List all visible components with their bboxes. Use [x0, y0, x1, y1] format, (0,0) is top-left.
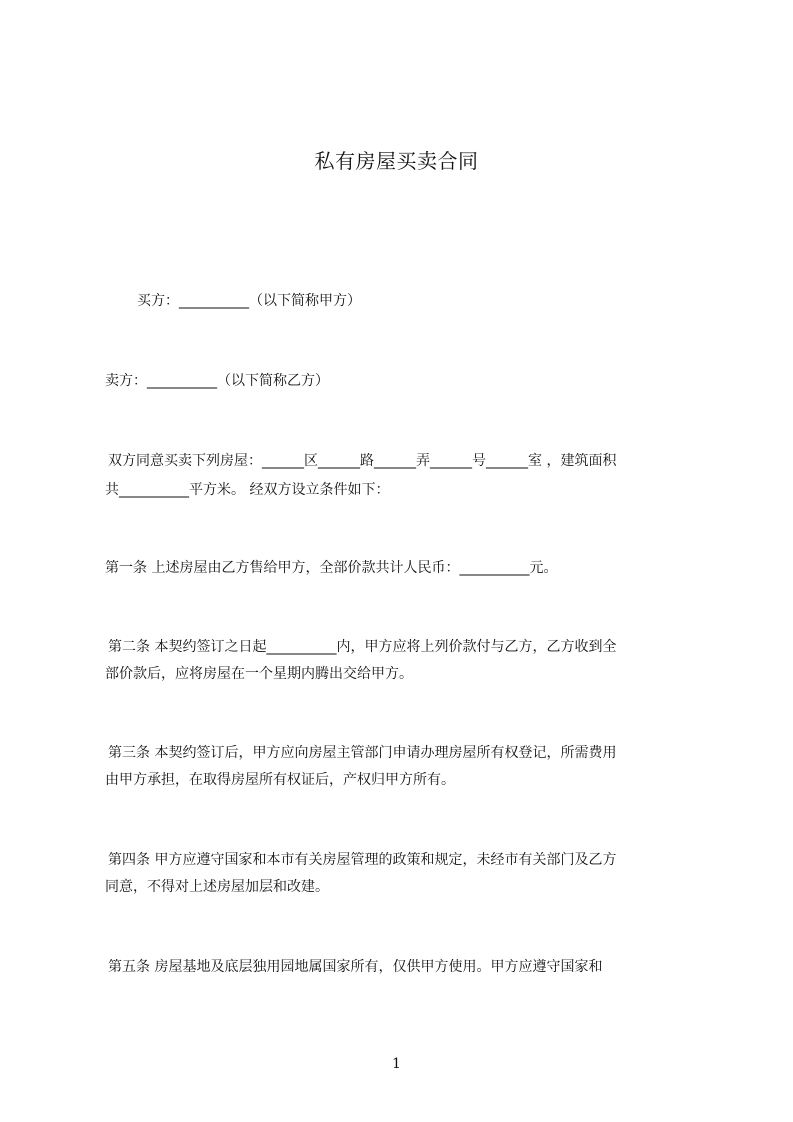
article-2-line-1: 第二条 本契约签订之日起__________内，甲方应将上列价款付与乙方，乙方收到全	[108, 639, 617, 655]
article-5-line-1: 第五条 房屋基地及底层独用园地属国家所有，仅供甲方使用。甲方应遵守国家和	[108, 959, 603, 975]
agreement-line-1: 双方同意买卖下列房屋：______区______路______弄______号______室 ，建筑面积	[108, 453, 617, 469]
article-3-line-1: 第三条 本契约签订后，甲方应向房屋主管部门申请办理房屋所有权登记，所需费用	[108, 745, 617, 761]
article-3-line-2: 由甲方承担，在取得房屋所有权证后，产权归甲方所有。	[105, 772, 455, 788]
article-5	[0, 958, 699, 980]
page-number: 1	[392, 1056, 401, 1072]
article-4-line-2: 同意，不得对上述房屋加层和改建。	[105, 879, 329, 895]
article-1: 第一条 上述房屋由乙方售给甲方，全部价款共计人民币：__________元。	[105, 560, 558, 576]
article-4-line-1: 第四条 甲方应遵守国家和本市有关房屋管理的政策和规定，未经市有关部门及乙方	[108, 852, 617, 868]
buyer-line: 买方：__________（以下简称甲方）	[137, 293, 361, 309]
article-2	[0, 638, 699, 686]
article-3	[0, 744, 699, 792]
article-4	[0, 851, 699, 899]
agreement-line-2: 共__________平方米。 经双方设立条件如下：	[105, 482, 390, 498]
article-2-line-2: 部价款后，应将房屋在一个星期内腾出交给甲方。	[105, 666, 413, 682]
agreement-paragraph	[0, 452, 699, 500]
seller-line: 卖方：__________（以下简称乙方）	[105, 373, 329, 389]
document-title: 私有房屋买卖合同	[314, 149, 479, 173]
